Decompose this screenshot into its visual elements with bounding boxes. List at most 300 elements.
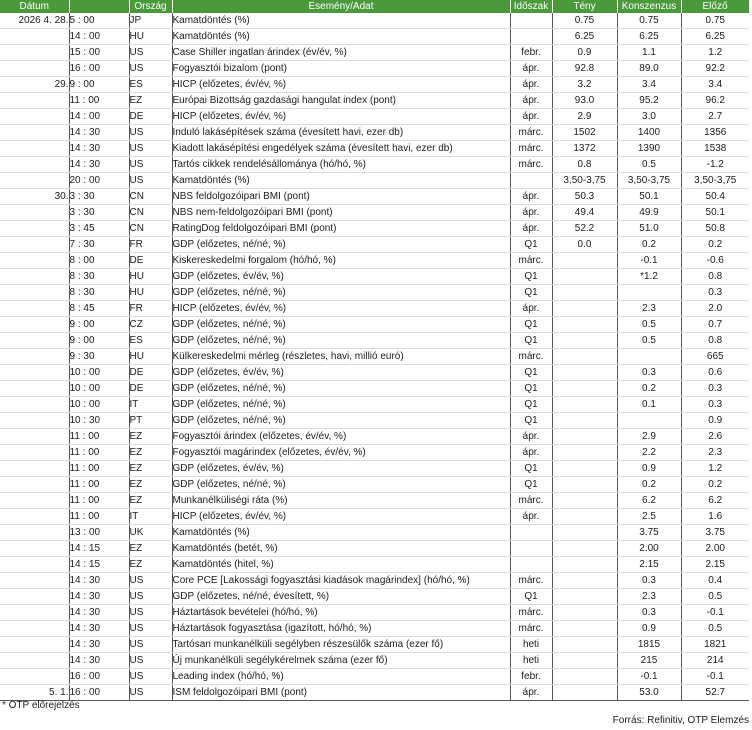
previous-cell: 0.3 [681, 285, 749, 301]
country-cell: CN [129, 221, 172, 237]
time-cell: 11 : 00 [69, 461, 129, 477]
consensus-cell: 0.2 [617, 237, 681, 253]
event-cell: GDP (előzetes, né/né, évesített, %) [172, 589, 510, 605]
table-row [0, 541, 749, 557]
country-cell: IT [129, 397, 172, 413]
period-cell: ápr. [510, 205, 552, 221]
event-cell: GDP (előzetes, év/év, %) [172, 461, 510, 477]
consensus-cell: 89.0 [617, 61, 681, 77]
event-cell: GDP (előzetes, né/né, %) [172, 413, 510, 429]
table-row [0, 77, 749, 93]
event-cell: HICP (előzetes, év/év, %) [172, 77, 510, 93]
actual-cell [552, 397, 617, 413]
period-cell [510, 557, 552, 573]
actual-cell [552, 253, 617, 269]
time-cell: 11 : 00 [69, 477, 129, 493]
previous-cell: 2.7 [681, 109, 749, 125]
previous-cell: 0.7 [681, 317, 749, 333]
period-cell: Q1 [510, 461, 552, 477]
consensus-cell: 95.2 [617, 93, 681, 109]
period-cell: márc. [510, 157, 552, 173]
previous-cell: -1.2 [681, 157, 749, 173]
previous-cell: 2.6 [681, 429, 749, 445]
event-cell: GDP (előzetes, év/év, %) [172, 365, 510, 381]
table-row [0, 509, 749, 525]
country-cell: US [129, 653, 172, 669]
actual-cell [552, 685, 617, 701]
time-cell: 14 : 00 [69, 109, 129, 125]
previous-cell: 50.4 [681, 189, 749, 205]
consensus-cell: 2.15 [617, 557, 681, 573]
country-cell: CN [129, 205, 172, 221]
consensus-cell: -0.1 [617, 253, 681, 269]
consensus-cell: 0.3 [617, 605, 681, 621]
consensus-cell: 53.0 [617, 685, 681, 701]
date-cell: 2026 4. 28. [0, 13, 69, 29]
period-cell [510, 173, 552, 189]
col-header-consensus: Konszenzus [617, 0, 681, 13]
time-cell: 10 : 00 [69, 381, 129, 397]
event-cell: Munkanélküliségi ráta (%) [172, 493, 510, 509]
period-cell: Q1 [510, 317, 552, 333]
previous-cell: 1.2 [681, 461, 749, 477]
event-cell: Kiadott lakásépítési engedélyek száma (évesített havi, ezer db) [172, 141, 510, 157]
date-cell [0, 109, 69, 125]
actual-cell: 50.3 [552, 189, 617, 205]
source-note: Forrás: Refinitiv, OTP Elemzés [612, 715, 749, 726]
time-cell: 15 : 00 [69, 45, 129, 61]
country-cell: DE [129, 253, 172, 269]
col-header-event: Esemény/Adat [172, 0, 510, 13]
previous-cell: 3,50-3,75 [681, 173, 749, 189]
consensus-cell: 50.1 [617, 189, 681, 205]
event-cell: Kamatdöntés (%) [172, 525, 510, 541]
actual-cell [552, 541, 617, 557]
time-cell: 9 : 00 [69, 333, 129, 349]
table-row [0, 141, 749, 157]
date-cell [0, 397, 69, 413]
actual-cell [552, 605, 617, 621]
col-header-period: Időszak [510, 0, 552, 13]
country-cell: ES [129, 333, 172, 349]
country-cell: HU [129, 29, 172, 45]
table-row [0, 333, 749, 349]
time-cell: 14 : 30 [69, 125, 129, 141]
table-row [0, 301, 749, 317]
event-cell: GDP (előzetes, né/né, %) [172, 381, 510, 397]
date-cell: 30. [0, 189, 69, 205]
event-cell: Kamatdöntés (%) [172, 173, 510, 189]
previous-cell: 0.2 [681, 237, 749, 253]
event-cell: Kamatdöntés (hitel, %) [172, 557, 510, 573]
previous-cell: -0.1 [681, 605, 749, 621]
date-cell [0, 93, 69, 109]
consensus-cell: 3.75 [617, 525, 681, 541]
event-cell: Kamatdöntés (%) [172, 29, 510, 45]
period-cell: Q1 [510, 333, 552, 349]
event-cell: Új munkanélküli segélykérelmek száma (ezer fő) [172, 653, 510, 669]
time-cell: 9 : 30 [69, 349, 129, 365]
date-cell [0, 669, 69, 685]
actual-cell [552, 301, 617, 317]
actual-cell [552, 349, 617, 365]
country-cell: EZ [129, 557, 172, 573]
event-cell: Core PCE [Lakossági fogyasztási kiadások magárindex] (hó/hó, %) [172, 573, 510, 589]
country-cell: DE [129, 365, 172, 381]
table-row [0, 61, 749, 77]
actual-cell: 92.8 [552, 61, 617, 77]
table-row [0, 557, 749, 573]
period-cell: febr. [510, 669, 552, 685]
country-cell: HU [129, 269, 172, 285]
time-cell: 10 : 00 [69, 365, 129, 381]
actual-cell [552, 333, 617, 349]
consensus-cell: 2.00 [617, 541, 681, 557]
time-cell: 16 : 00 [69, 61, 129, 77]
footnote: * OTP előrejelzés [2, 700, 80, 711]
consensus-cell: 0.5 [617, 333, 681, 349]
previous-cell: 96.2 [681, 93, 749, 109]
table-header-row [0, 0, 749, 13]
event-cell: GDP (előzetes, né/né, %) [172, 477, 510, 493]
table-row [0, 669, 749, 685]
previous-cell: 0.5 [681, 621, 749, 637]
previous-cell: 50.1 [681, 205, 749, 221]
time-cell: 10 : 00 [69, 397, 129, 413]
table-row [0, 573, 749, 589]
previous-cell: 214 [681, 653, 749, 669]
time-cell: 3 : 30 [69, 189, 129, 205]
event-cell: Háztartások fogyasztása (igazított, hó/hó, %) [172, 621, 510, 637]
consensus-cell: 3.0 [617, 109, 681, 125]
previous-cell: 0.75 [681, 13, 749, 29]
date-cell [0, 381, 69, 397]
time-cell: 16 : 00 [69, 685, 129, 701]
date-cell [0, 269, 69, 285]
col-header-previous: Előző [681, 0, 749, 13]
time-cell: 14 : 00 [69, 29, 129, 45]
previous-cell: 52.7 [681, 685, 749, 701]
actual-cell: 0.0 [552, 237, 617, 253]
time-cell: 8 : 45 [69, 301, 129, 317]
table-row [0, 685, 749, 701]
event-cell: RatingDog feldolgozóipari BMI (pont) [172, 221, 510, 237]
time-cell: 14 : 30 [69, 573, 129, 589]
date-cell [0, 605, 69, 621]
event-cell: Kamatdöntés (betét, %) [172, 541, 510, 557]
previous-cell: 0.9 [681, 413, 749, 429]
country-cell: JP [129, 13, 172, 29]
actual-cell [552, 669, 617, 685]
period-cell: márc. [510, 125, 552, 141]
time-cell: 20 : 00 [69, 173, 129, 189]
col-header-country: Ország [129, 0, 172, 13]
country-cell: UK [129, 525, 172, 541]
event-cell: Külkereskedelmi mérleg (részletes, havi, millió euró) [172, 349, 510, 365]
table-row [0, 621, 749, 637]
period-cell: ápr. [510, 77, 552, 93]
date-cell [0, 173, 69, 189]
consensus-cell [617, 285, 681, 301]
actual-cell: 3,50-3,75 [552, 173, 617, 189]
period-cell: Q1 [510, 413, 552, 429]
country-cell: EZ [129, 477, 172, 493]
actual-cell [552, 445, 617, 461]
period-cell: Q1 [510, 365, 552, 381]
actual-cell [552, 461, 617, 477]
consensus-cell: 0.5 [617, 157, 681, 173]
date-cell [0, 253, 69, 269]
time-cell: 14 : 30 [69, 637, 129, 653]
previous-cell: 1.6 [681, 509, 749, 525]
table-row [0, 93, 749, 109]
actual-cell [552, 429, 617, 445]
time-cell: 9 : 00 [69, 317, 129, 333]
period-cell: márc. [510, 573, 552, 589]
country-cell: PT [129, 413, 172, 429]
actual-cell: 3.2 [552, 77, 617, 93]
table-row [0, 349, 749, 365]
consensus-cell: 0.3 [617, 573, 681, 589]
event-cell: Kamatdöntés (%) [172, 13, 510, 29]
consensus-cell: 2.9 [617, 429, 681, 445]
consensus-cell: 0.2 [617, 477, 681, 493]
actual-cell [552, 621, 617, 637]
date-cell [0, 589, 69, 605]
actual-cell [552, 269, 617, 285]
actual-cell: 0.9 [552, 45, 617, 61]
time-cell: 14 : 15 [69, 541, 129, 557]
country-cell: DE [129, 381, 172, 397]
time-cell: 14 : 30 [69, 589, 129, 605]
event-cell: Fogyasztói magárindex (előzetes, év/év, %) [172, 445, 510, 461]
actual-cell: 6.25 [552, 29, 617, 45]
table-row [0, 365, 749, 381]
actual-cell [552, 477, 617, 493]
previous-cell: 6.25 [681, 29, 749, 45]
consensus-cell: 1.1 [617, 45, 681, 61]
period-cell: márc. [510, 493, 552, 509]
date-cell [0, 461, 69, 477]
country-cell: HU [129, 285, 172, 301]
period-cell [510, 541, 552, 557]
actual-cell [552, 381, 617, 397]
table-row [0, 653, 749, 669]
table-body [0, 13, 749, 701]
date-cell [0, 333, 69, 349]
period-cell: márc. [510, 605, 552, 621]
table-row [0, 205, 749, 221]
time-cell: 9 : 00 [69, 77, 129, 93]
col-header-time [69, 0, 129, 13]
table-row [0, 381, 749, 397]
table-row [0, 429, 749, 445]
country-cell: EZ [129, 541, 172, 557]
table-row [0, 525, 749, 541]
period-cell: Q1 [510, 381, 552, 397]
time-cell: 14 : 30 [69, 605, 129, 621]
consensus-cell: 0.1 [617, 397, 681, 413]
date-cell [0, 621, 69, 637]
country-cell: US [129, 589, 172, 605]
date-cell [0, 285, 69, 301]
previous-cell: 0.5 [681, 589, 749, 605]
period-cell: ápr. [510, 685, 552, 701]
country-cell: US [129, 45, 172, 61]
event-cell: ISM feldolgozóipari BMI (pont) [172, 685, 510, 701]
table-row [0, 173, 749, 189]
time-cell: 3 : 45 [69, 221, 129, 237]
date-cell [0, 349, 69, 365]
previous-cell: -0.1 [681, 669, 749, 685]
country-cell: US [129, 637, 172, 653]
period-cell [510, 29, 552, 45]
period-cell: heti [510, 637, 552, 653]
consensus-cell: 0.3 [617, 365, 681, 381]
period-cell: Q1 [510, 397, 552, 413]
table-row [0, 13, 749, 29]
previous-cell: 665 [681, 349, 749, 365]
actual-cell [552, 493, 617, 509]
actual-cell: 52.2 [552, 221, 617, 237]
period-cell: márc. [510, 141, 552, 157]
consensus-cell: 1400 [617, 125, 681, 141]
event-cell: Európai Bizottság gazdasági hangulat index (pont) [172, 93, 510, 109]
time-cell: 14 : 30 [69, 653, 129, 669]
event-cell: GDP (előzetes, né/né, %) [172, 317, 510, 333]
date-cell [0, 573, 69, 589]
previous-cell: 0.8 [681, 269, 749, 285]
time-cell: 14 : 30 [69, 621, 129, 637]
previous-cell: 2.0 [681, 301, 749, 317]
country-cell: US [129, 685, 172, 701]
country-cell: EZ [129, 93, 172, 109]
actual-cell: 1502 [552, 125, 617, 141]
date-cell [0, 301, 69, 317]
time-cell: 14 : 30 [69, 141, 129, 157]
period-cell [510, 13, 552, 29]
actual-cell [552, 653, 617, 669]
country-cell: CN [129, 189, 172, 205]
date-cell [0, 429, 69, 445]
event-cell: HICP (előzetes, év/év, %) [172, 109, 510, 125]
table-row [0, 157, 749, 173]
table-row [0, 285, 749, 301]
consensus-cell: -0.1 [617, 669, 681, 685]
period-cell: ápr. [510, 189, 552, 205]
country-cell: EZ [129, 445, 172, 461]
consensus-cell: 1815 [617, 637, 681, 653]
table-row [0, 317, 749, 333]
consensus-cell [617, 349, 681, 365]
consensus-cell: 2.2 [617, 445, 681, 461]
previous-cell: 50.8 [681, 221, 749, 237]
table-row [0, 413, 749, 429]
table-row [0, 221, 749, 237]
consensus-cell: *1.2 [617, 269, 681, 285]
event-cell: NBS feldolgozóipari BMI (pont) [172, 189, 510, 205]
date-cell [0, 493, 69, 509]
event-cell: Leading index (hó/hó, %) [172, 669, 510, 685]
previous-cell: 0.8 [681, 333, 749, 349]
table-row [0, 45, 749, 61]
col-header-date: Dátum [0, 0, 69, 13]
previous-cell: 6.2 [681, 493, 749, 509]
actual-cell: 2.9 [552, 109, 617, 125]
previous-cell: 0.2 [681, 477, 749, 493]
date-cell [0, 637, 69, 653]
country-cell: EZ [129, 493, 172, 509]
country-cell: IT [129, 509, 172, 525]
col-header-actual: Tény [552, 0, 617, 13]
table-row [0, 397, 749, 413]
time-cell: 8 : 30 [69, 285, 129, 301]
consensus-cell [617, 413, 681, 429]
date-cell [0, 29, 69, 45]
country-cell: US [129, 125, 172, 141]
consensus-cell: 0.9 [617, 621, 681, 637]
time-cell: 16 : 00 [69, 669, 129, 685]
country-cell: FR [129, 237, 172, 253]
time-cell: 14 : 30 [69, 157, 129, 173]
date-cell [0, 61, 69, 77]
time-cell: 3 : 30 [69, 205, 129, 221]
country-cell: US [129, 173, 172, 189]
previous-cell: 92.2 [681, 61, 749, 77]
actual-cell [552, 557, 617, 573]
actual-cell [552, 365, 617, 381]
previous-cell: 2.3 [681, 445, 749, 461]
date-cell [0, 445, 69, 461]
time-cell: 8 : 30 [69, 269, 129, 285]
period-cell: heti [510, 653, 552, 669]
time-cell: 10 : 30 [69, 413, 129, 429]
table-row [0, 189, 749, 205]
time-cell: 11 : 00 [69, 429, 129, 445]
date-cell [0, 125, 69, 141]
previous-cell: 0.3 [681, 381, 749, 397]
country-cell: US [129, 621, 172, 637]
consensus-cell: 215 [617, 653, 681, 669]
date-cell [0, 317, 69, 333]
actual-cell [552, 525, 617, 541]
table-row [0, 605, 749, 621]
event-cell: GDP (előzetes, né/né, %) [172, 333, 510, 349]
date-cell [0, 365, 69, 381]
event-cell: NBS nem-feldolgozóipari BMI (pont) [172, 205, 510, 221]
date-cell [0, 525, 69, 541]
actual-cell [552, 509, 617, 525]
consensus-cell: 0.75 [617, 13, 681, 29]
date-cell [0, 221, 69, 237]
consensus-cell: 6.25 [617, 29, 681, 45]
consensus-cell: 3.4 [617, 77, 681, 93]
consensus-cell: 0.5 [617, 317, 681, 333]
country-cell: EZ [129, 461, 172, 477]
table-row [0, 237, 749, 253]
time-cell: 11 : 00 [69, 93, 129, 109]
event-cell: HICP (előzetes, év/év, %) [172, 301, 510, 317]
country-cell: CZ [129, 317, 172, 333]
date-cell [0, 477, 69, 493]
previous-cell: 1.2 [681, 45, 749, 61]
table-row [0, 125, 749, 141]
consensus-cell: 51.0 [617, 221, 681, 237]
actual-cell: 0.8 [552, 157, 617, 173]
period-cell: Q1 [510, 269, 552, 285]
period-cell: Q1 [510, 285, 552, 301]
country-cell: ES [129, 77, 172, 93]
